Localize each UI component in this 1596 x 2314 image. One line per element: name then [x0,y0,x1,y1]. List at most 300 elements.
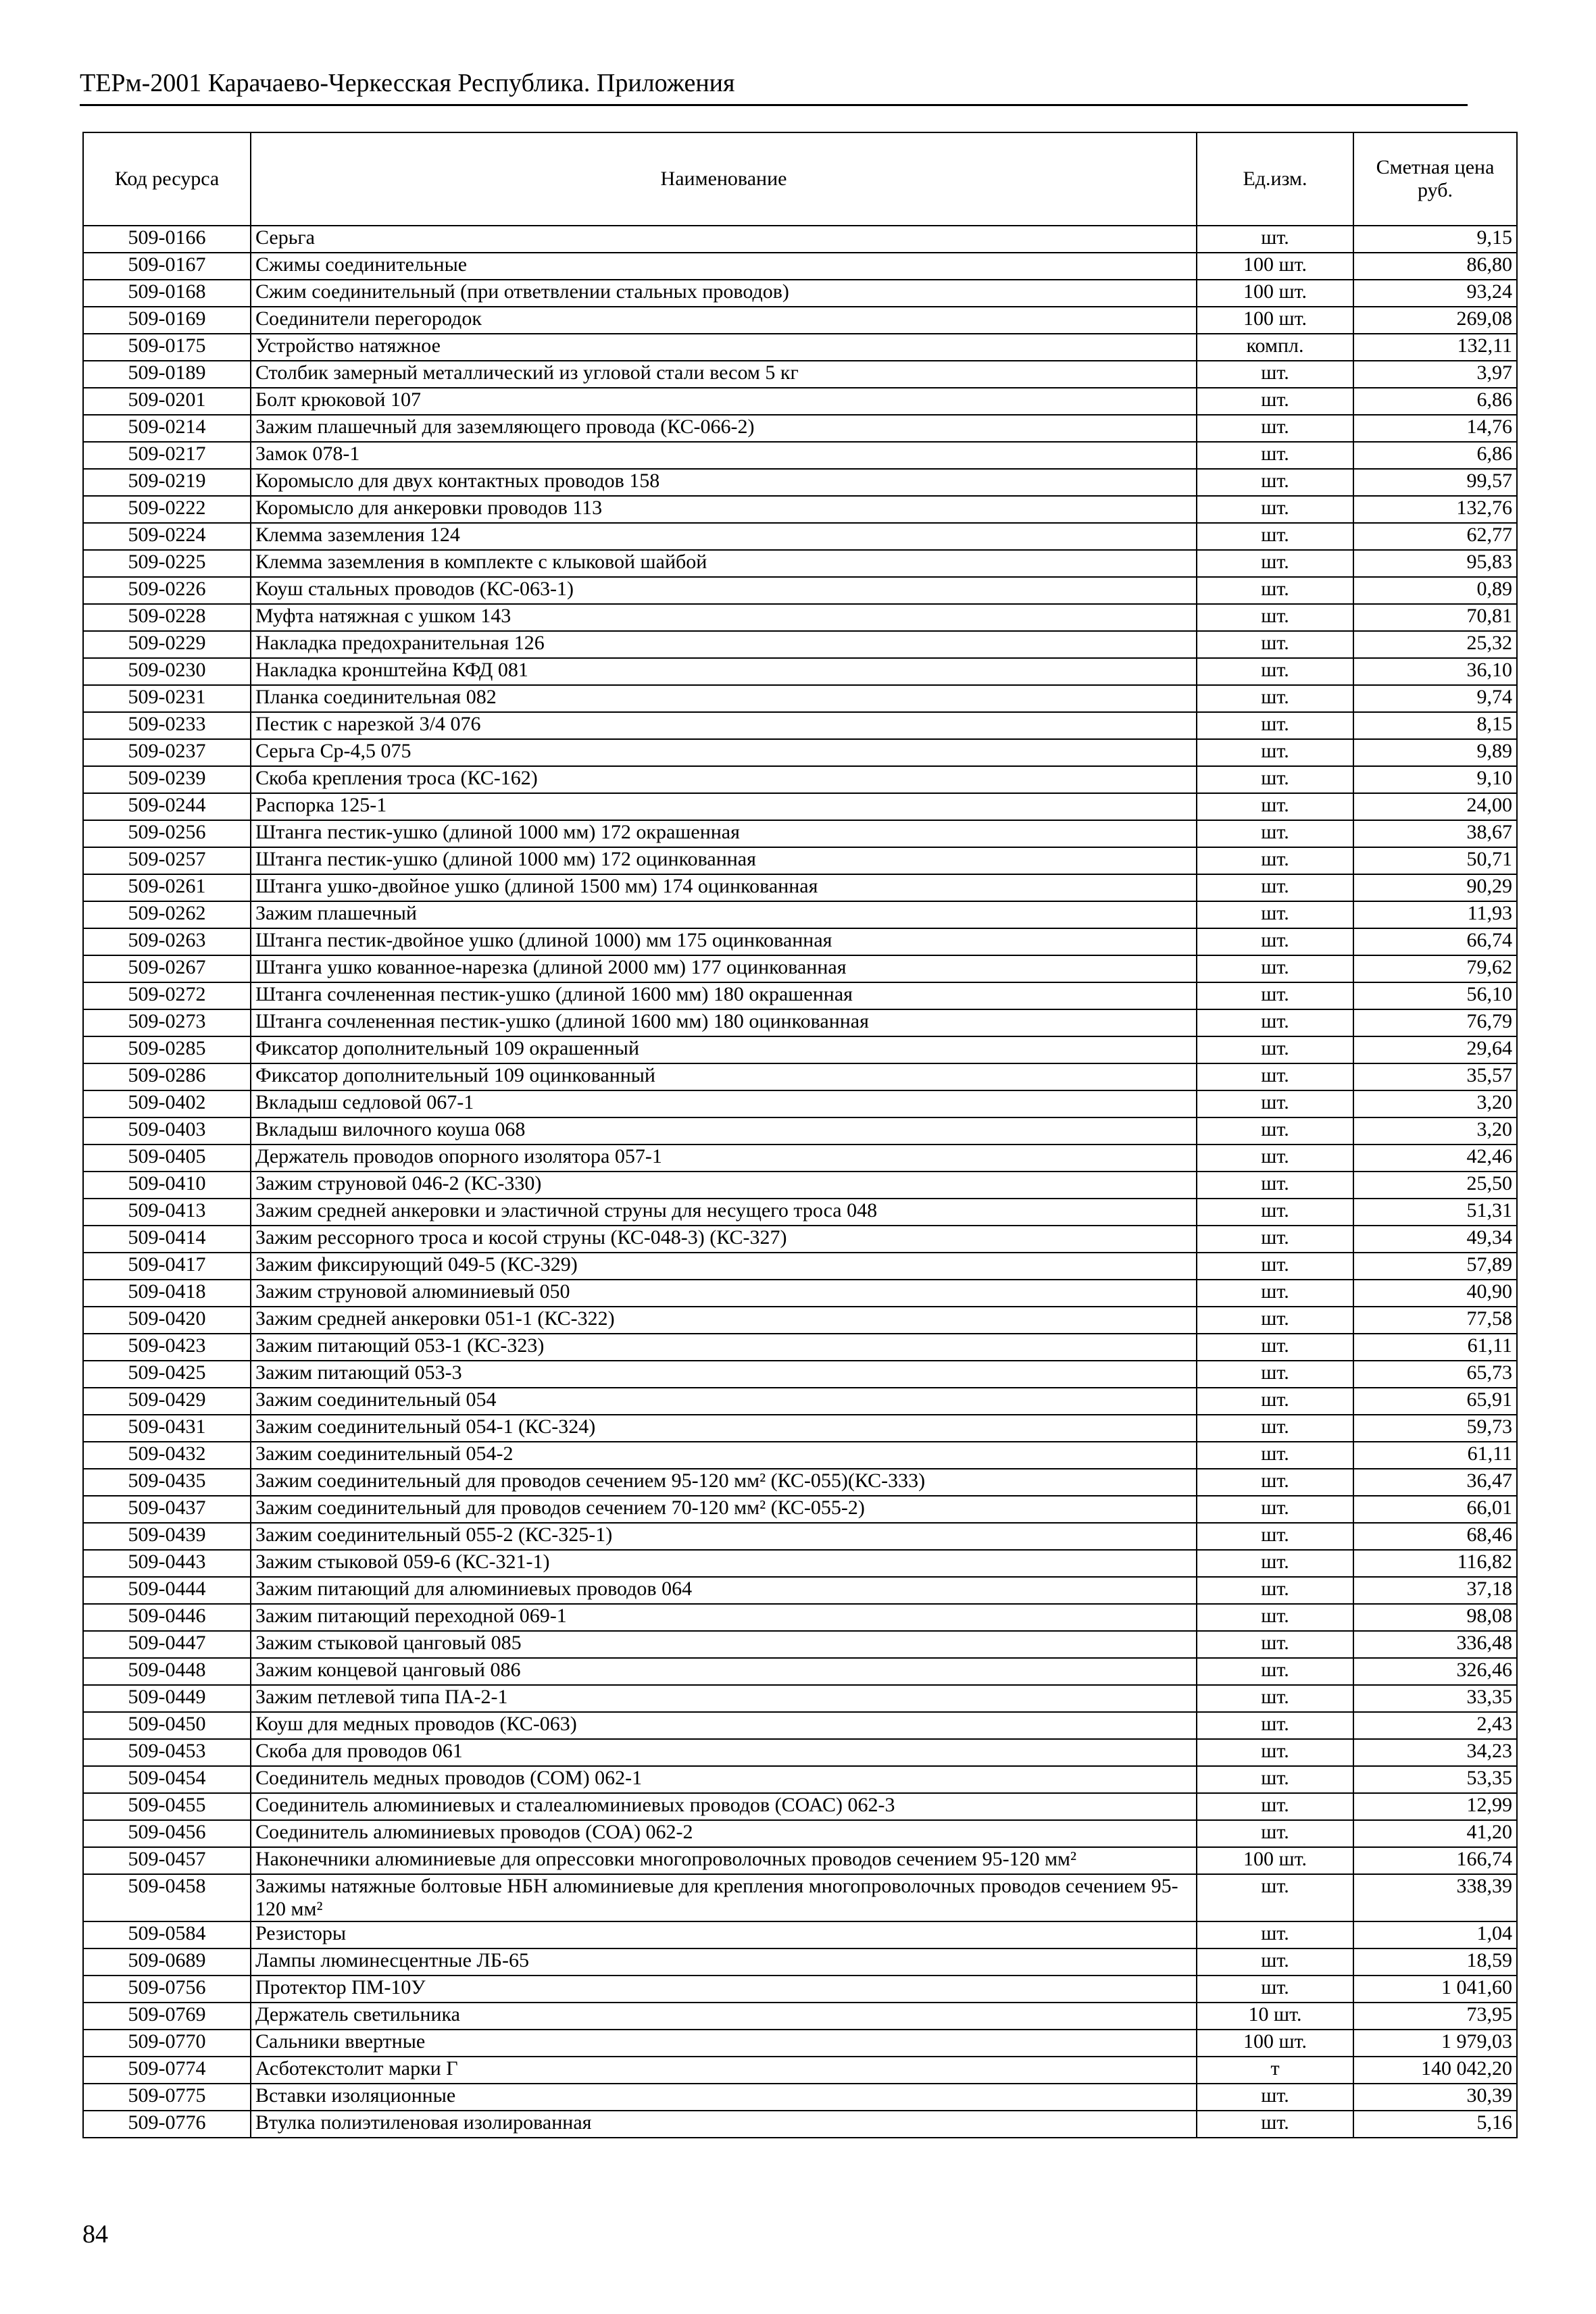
unit-cell: шт. [1197,1361,1353,1388]
name-cell: Наконечники алюминиевые для опрессовки многопроволочных проводов сечением 95-120 мм² [251,1847,1197,1874]
name-cell: Клемма заземления 124 [251,523,1197,550]
price-cell: 9,15 [1353,226,1517,253]
name-cell: Зажим соединительный 055-2 (КС-325-1) [251,1523,1197,1550]
unit-cell: шт. [1197,1145,1353,1172]
table-row [83,1631,1517,1658]
unit-cell: шт. [1197,847,1353,874]
price-cell: 61,11 [1353,1334,1517,1361]
code-cell: 509-0263 [83,928,251,955]
price-cell: 35,57 [1353,1063,1517,1090]
price-cell: 51,31 [1353,1199,1517,1226]
name-cell: Пестик с нарезкой 3/4 076 [251,712,1197,739]
code-cell: 509-0432 [83,1442,251,1469]
unit-cell: шт. [1197,1577,1353,1604]
column-header-code: Код ресурса [83,132,251,226]
price-cell: 3,20 [1353,1117,1517,1145]
unit-cell: шт. [1197,1415,1353,1442]
price-cell: 166,74 [1353,1847,1517,1874]
code-cell: 509-0228 [83,604,251,631]
unit-cell: шт. [1197,604,1353,631]
code-cell: 509-0454 [83,1766,251,1793]
price-cell: 30,39 [1353,2084,1517,2111]
price-cell: 40,90 [1353,1280,1517,1307]
unit-cell: шт. [1197,1496,1353,1523]
price-cell: 1 041,60 [1353,1976,1517,2003]
price-cell: 140 042,20 [1353,2057,1517,2084]
name-cell: Зажим фиксирующий 049-5 (КС-329) [251,1253,1197,1280]
table-row [83,712,1517,739]
name-cell: Зажим плашечный для заземляющего провода (КС-066-2) [251,415,1197,442]
price-cell: 132,76 [1353,496,1517,523]
code-cell: 509-0286 [83,1063,251,1090]
table-row [83,793,1517,820]
code-cell: 509-0244 [83,793,251,820]
table-row [83,928,1517,955]
price-cell: 29,64 [1353,1036,1517,1063]
name-cell: Штанга сочлененная пестик-ушко (длиной 1600 мм) 180 оцинкованная [251,1009,1197,1036]
price-cell: 95,83 [1353,550,1517,577]
code-cell: 509-0449 [83,1685,251,1712]
price-cell: 338,39 [1353,1874,1517,1921]
price-cell: 33,35 [1353,1685,1517,1712]
unit-cell: шт. [1197,388,1353,415]
name-cell: Зажим стыковой 059-6 (КС-321-1) [251,1550,1197,1577]
table-row [83,1145,1517,1172]
unit-cell: шт. [1197,1226,1353,1253]
code-cell: 509-0450 [83,1712,251,1739]
table-row [83,469,1517,496]
unit-cell: 10 шт. [1197,2003,1353,2030]
unit-cell: шт. [1197,1063,1353,1090]
code-cell: 509-0444 [83,1577,251,1604]
name-cell: Зажим концевой цанговый 086 [251,1658,1197,1685]
unit-cell: шт. [1197,874,1353,901]
code-cell: 509-0225 [83,550,251,577]
code-cell: 509-0439 [83,1523,251,1550]
name-cell: Соединитель медных проводов (СОМ) 062-1 [251,1766,1197,1793]
price-cell: 37,18 [1353,1577,1517,1604]
code-cell: 509-0420 [83,1307,251,1334]
price-cell: 132,11 [1353,334,1517,361]
code-cell: 509-0437 [83,1496,251,1523]
code-cell: 509-0168 [83,280,251,307]
table-row [83,442,1517,469]
unit-cell: шт. [1197,1253,1353,1280]
unit-cell: 100 шт. [1197,2030,1353,2057]
price-cell: 65,73 [1353,1361,1517,1388]
name-cell: Сжимы соединительные [251,253,1197,280]
unit-cell: шт. [1197,1280,1353,1307]
name-cell: Резисторы [251,1921,1197,1948]
unit-cell: компл. [1197,334,1353,361]
price-cell: 76,79 [1353,1009,1517,1036]
unit-cell: шт. [1197,550,1353,577]
price-cell: 24,00 [1353,793,1517,820]
price-cell: 79,62 [1353,955,1517,982]
table-row [83,901,1517,928]
price-cell: 3,97 [1353,361,1517,388]
price-cell: 66,74 [1353,928,1517,955]
price-cell: 57,89 [1353,1253,1517,1280]
name-cell: Штанга пестик-ушко (длиной 1000 мм) 172 оцинкованная [251,847,1197,874]
table-row [83,658,1517,685]
price-cell: 14,76 [1353,415,1517,442]
table-row [83,1469,1517,1496]
price-cell: 3,20 [1353,1090,1517,1117]
name-cell: Зажим петлевой типа ПА-2-1 [251,1685,1197,1712]
code-cell: 509-0273 [83,1009,251,1036]
table-row [83,766,1517,793]
price-cell: 34,23 [1353,1739,1517,1766]
code-cell: 509-0774 [83,2057,251,2084]
code-cell: 509-0443 [83,1550,251,1577]
code-cell: 509-0410 [83,1172,251,1199]
unit-cell: шт. [1197,685,1353,712]
table-row [83,1766,1517,1793]
table-row [83,955,1517,982]
table-row [83,1874,1517,1921]
price-cell: 9,89 [1353,739,1517,766]
name-cell: Вкладыш вилочного коуша 068 [251,1117,1197,1145]
unit-cell: шт. [1197,1469,1353,1496]
table-row [83,1442,1517,1469]
table-header-row [83,132,1517,226]
price-cell: 5,16 [1353,2111,1517,2138]
unit-cell: 100 шт. [1197,280,1353,307]
name-cell: Муфта натяжная с ушком 143 [251,604,1197,631]
name-cell: Клемма заземления в комплекте с клыковой шайбой [251,550,1197,577]
code-cell: 509-0189 [83,361,251,388]
code-cell: 509-0458 [83,1874,251,1921]
table-row [83,496,1517,523]
unit-cell: шт. [1197,523,1353,550]
table-row [83,2084,1517,2111]
code-cell: 509-0403 [83,1117,251,1145]
price-cell: 56,10 [1353,982,1517,1009]
unit-cell: шт. [1197,1685,1353,1712]
price-cell: 65,91 [1353,1388,1517,1415]
table-row [83,982,1517,1009]
code-cell: 509-0756 [83,1976,251,2003]
table-row [83,253,1517,280]
price-cell: 12,99 [1353,1793,1517,1820]
price-cell: 336,48 [1353,1631,1517,1658]
name-cell: Серьга Ср-4,5 075 [251,739,1197,766]
name-cell: Коуш для медных проводов (КС-063) [251,1712,1197,1739]
table-row [83,280,1517,307]
name-cell: Зажим соединительный 054-1 (КС-324) [251,1415,1197,1442]
name-cell: Распорка 125-1 [251,793,1197,820]
code-cell: 509-0239 [83,766,251,793]
name-cell: Соединитель алюминиевых проводов (СОА) 062-2 [251,1820,1197,1847]
code-cell: 509-0425 [83,1361,251,1388]
unit-cell: шт. [1197,793,1353,820]
code-cell: 509-0231 [83,685,251,712]
code-cell: 509-0226 [83,577,251,604]
table-row [83,1280,1517,1307]
name-cell: Зажим средней анкеровки и эластичной струны для несущего троса 048 [251,1199,1197,1226]
column-header-price: Сметная цена руб. [1353,132,1517,226]
code-cell: 509-0414 [83,1226,251,1253]
price-cell: 53,35 [1353,1766,1517,1793]
name-cell: Фиксатор дополнительный 109 оцинкованный [251,1063,1197,1090]
unit-cell: шт. [1197,226,1353,253]
code-cell: 509-0769 [83,2003,251,2030]
unit-cell: шт. [1197,577,1353,604]
name-cell: Скоба крепления троса (КС-162) [251,766,1197,793]
unit-cell: шт. [1197,1009,1353,1036]
price-cell: 77,58 [1353,1307,1517,1334]
unit-cell: шт. [1197,1036,1353,1063]
price-cell: 59,73 [1353,1415,1517,1442]
price-cell: 36,47 [1353,1469,1517,1496]
name-cell: Устройство натяжное [251,334,1197,361]
price-cell: 18,59 [1353,1948,1517,1976]
name-cell: Зажим струновой 046-2 (КС-330) [251,1172,1197,1199]
table-row [83,1948,1517,1976]
name-cell: Накладка предохранительная 126 [251,631,1197,658]
unit-cell: шт. [1197,712,1353,739]
name-cell: Зажим соединительный для проводов сечением 95-120 мм² (КС-055)(КС-333) [251,1469,1197,1496]
unit-cell: шт. [1197,469,1353,496]
table-row [83,1199,1517,1226]
table-row [83,604,1517,631]
name-cell: Зажим плашечный [251,901,1197,928]
price-cell: 269,08 [1353,307,1517,334]
price-cell: 326,46 [1353,1658,1517,1685]
name-cell: Коромысло для двух контактных проводов 158 [251,469,1197,496]
table-row [83,334,1517,361]
table-row [83,685,1517,712]
name-cell: Зажимы натяжные болтовые НБН алюминиевые для крепления многопроволочных проводов сечением 95-120 мм² [251,1874,1197,1921]
code-cell: 509-0237 [83,739,251,766]
table-row [83,1036,1517,1063]
unit-cell: шт. [1197,1766,1353,1793]
table-row [83,1820,1517,1847]
unit-cell: шт. [1197,1739,1353,1766]
unit-cell: шт. [1197,1442,1353,1469]
page-header [80,66,1468,106]
unit-cell: шт. [1197,361,1353,388]
table-row [83,1523,1517,1550]
price-cell: 73,95 [1353,2003,1517,2030]
unit-cell: шт. [1197,1090,1353,1117]
code-cell: 509-0418 [83,1280,251,1307]
code-cell: 509-0256 [83,820,251,847]
price-cell: 1,04 [1353,1921,1517,1948]
unit-cell: шт. [1197,2111,1353,2138]
price-cell: 70,81 [1353,604,1517,631]
code-cell: 509-0230 [83,658,251,685]
table-row [83,2057,1517,2084]
unit-cell: шт. [1197,1388,1353,1415]
name-cell: Штанга пестик-двойное ушко (длиной 1000) мм 175 оцинкованная [251,928,1197,955]
code-cell: 509-0201 [83,388,251,415]
code-cell: 509-0455 [83,1793,251,1820]
table-row [83,1415,1517,1442]
table-row [83,361,1517,388]
price-cell: 2,43 [1353,1712,1517,1739]
table-row [83,1712,1517,1739]
document-title: ТЕРм-2001 Карачаево-Черкесская Республика. Приложения [80,69,735,97]
name-cell: Зажим питающий для алюминиевых проводов 064 [251,1577,1197,1604]
table-row [83,1921,1517,1948]
code-cell: 509-0233 [83,712,251,739]
unit-cell: шт. [1197,982,1353,1009]
name-cell: Зажим питающий 053-1 (КС-323) [251,1334,1197,1361]
price-cell: 25,32 [1353,631,1517,658]
code-cell: 509-0457 [83,1847,251,1874]
price-cell: 8,15 [1353,712,1517,739]
name-cell: Зажим рессорного троса и косой струны (КС-048-3) (КС-327) [251,1226,1197,1253]
price-cell: 93,24 [1353,280,1517,307]
table-row [83,550,1517,577]
name-cell: Соединитель алюминиевых и сталеалюминиевых проводов (СОАС) 062-3 [251,1793,1197,1820]
name-cell: Зажим струновой алюминиевый 050 [251,1280,1197,1307]
name-cell: Штанга ушко-двойное ушко (длиной 1500 мм) 174 оцинкованная [251,874,1197,901]
table-row [83,577,1517,604]
table-row [83,1793,1517,1820]
price-cell: 38,67 [1353,820,1517,847]
table-row [83,415,1517,442]
unit-cell: 100 шт. [1197,1847,1353,1874]
name-cell: Серьга [251,226,1197,253]
code-cell: 509-0214 [83,415,251,442]
code-cell: 509-0453 [83,1739,251,1766]
unit-cell: шт. [1197,1334,1353,1361]
name-cell: Втулка полиэтиленовая изолированная [251,2111,1197,2138]
code-cell: 509-0584 [83,1921,251,1948]
table-row [83,307,1517,334]
code-cell: 509-0262 [83,901,251,928]
unit-cell: шт. [1197,1948,1353,1976]
price-cell: 66,01 [1353,1496,1517,1523]
price-cell: 42,46 [1353,1145,1517,1172]
unit-cell: шт. [1197,1117,1353,1145]
price-cell: 86,80 [1353,253,1517,280]
unit-cell: шт. [1197,1658,1353,1685]
table-row [83,1172,1517,1199]
table-row [83,1361,1517,1388]
table-row [83,1063,1517,1090]
unit-cell: шт. [1197,1523,1353,1550]
table-row [83,1009,1517,1036]
code-cell: 509-0413 [83,1199,251,1226]
price-cell: 9,10 [1353,766,1517,793]
unit-cell: 100 шт. [1197,307,1353,334]
unit-cell: шт. [1197,1550,1353,1577]
code-cell: 509-0261 [83,874,251,901]
name-cell: Планка соединительная 082 [251,685,1197,712]
code-cell: 509-0776 [83,2111,251,2138]
unit-cell: 100 шт. [1197,253,1353,280]
code-cell: 509-0447 [83,1631,251,1658]
code-cell: 509-0285 [83,1036,251,1063]
name-cell: Зажим соединительный 054-2 [251,1442,1197,1469]
unit-cell: шт. [1197,442,1353,469]
price-cell: 68,46 [1353,1523,1517,1550]
code-cell: 509-0770 [83,2030,251,2057]
price-cell: 62,77 [1353,523,1517,550]
name-cell: Скоба для проводов 061 [251,1739,1197,1766]
unit-cell: шт. [1197,1921,1353,1948]
code-cell: 509-0456 [83,1820,251,1847]
code-cell: 509-0217 [83,442,251,469]
code-cell: 509-0417 [83,1253,251,1280]
price-cell: 99,57 [1353,469,1517,496]
name-cell: Зажим стыковой цанговый 085 [251,1631,1197,1658]
table-row [83,388,1517,415]
table-row [83,1604,1517,1631]
name-cell: Коромысло для анкеровки проводов 113 [251,496,1197,523]
code-cell: 509-0402 [83,1090,251,1117]
unit-cell: шт. [1197,1172,1353,1199]
name-cell: Держатель проводов опорного изолятора 057-1 [251,1145,1197,1172]
table-row [83,739,1517,766]
table-row [83,226,1517,253]
code-cell: 509-0166 [83,226,251,253]
table-row [83,1117,1517,1145]
code-cell: 509-0429 [83,1388,251,1415]
unit-cell: шт. [1197,1874,1353,1921]
table-row [83,874,1517,901]
unit-cell: шт. [1197,1199,1353,1226]
name-cell: Накладка кронштейна КФД 081 [251,658,1197,685]
name-cell: Зажим средней анкеровки 051-1 (КС-322) [251,1307,1197,1334]
code-cell: 509-0224 [83,523,251,550]
name-cell: Зажим питающий переходной 069-1 [251,1604,1197,1631]
price-cell: 1 979,03 [1353,2030,1517,2057]
table-row [83,2030,1517,2057]
code-cell: 509-0446 [83,1604,251,1631]
price-cell: 90,29 [1353,874,1517,901]
name-cell: Штанга ушко кованное-нарезка (длиной 2000 мм) 177 оцинкованная [251,955,1197,982]
name-cell: Держатель светильника [251,2003,1197,2030]
unit-cell: шт. [1197,658,1353,685]
code-cell: 509-0272 [83,982,251,1009]
code-cell: 509-0222 [83,496,251,523]
price-cell: 6,86 [1353,442,1517,469]
table-row [83,1658,1517,1685]
table-row [83,1976,1517,2003]
name-cell: Коуш стальных проводов (КС-063-1) [251,577,1197,604]
name-cell: Зажим соединительный для проводов сечением 70-120 мм² (КС-055-2) [251,1496,1197,1523]
price-cell: 61,11 [1353,1442,1517,1469]
name-cell: Столбик замерный металлический из угловой стали весом 5 кг [251,361,1197,388]
table-row [83,2111,1517,2138]
unit-cell: шт. [1197,1631,1353,1658]
code-cell: 509-0431 [83,1415,251,1442]
table-row [83,1253,1517,1280]
name-cell: Фиксатор дополнительный 109 окрашенный [251,1036,1197,1063]
unit-cell: шт. [1197,1307,1353,1334]
name-cell: Асботекстолит марки Г [251,2057,1197,2084]
table-row [83,1685,1517,1712]
code-cell: 509-0229 [83,631,251,658]
table-row [83,631,1517,658]
name-cell: Сжим соединительный (при ответвлении стальных проводов) [251,280,1197,307]
unit-cell: шт. [1197,496,1353,523]
unit-cell: шт. [1197,928,1353,955]
unit-cell: шт. [1197,901,1353,928]
price-cell: 116,82 [1353,1550,1517,1577]
price-cell: 9,74 [1353,685,1517,712]
price-cell: 49,34 [1353,1226,1517,1253]
unit-cell: шт. [1197,739,1353,766]
name-cell: Сальники ввертные [251,2030,1197,2057]
table-row [83,2003,1517,2030]
price-cell: 41,20 [1353,1820,1517,1847]
